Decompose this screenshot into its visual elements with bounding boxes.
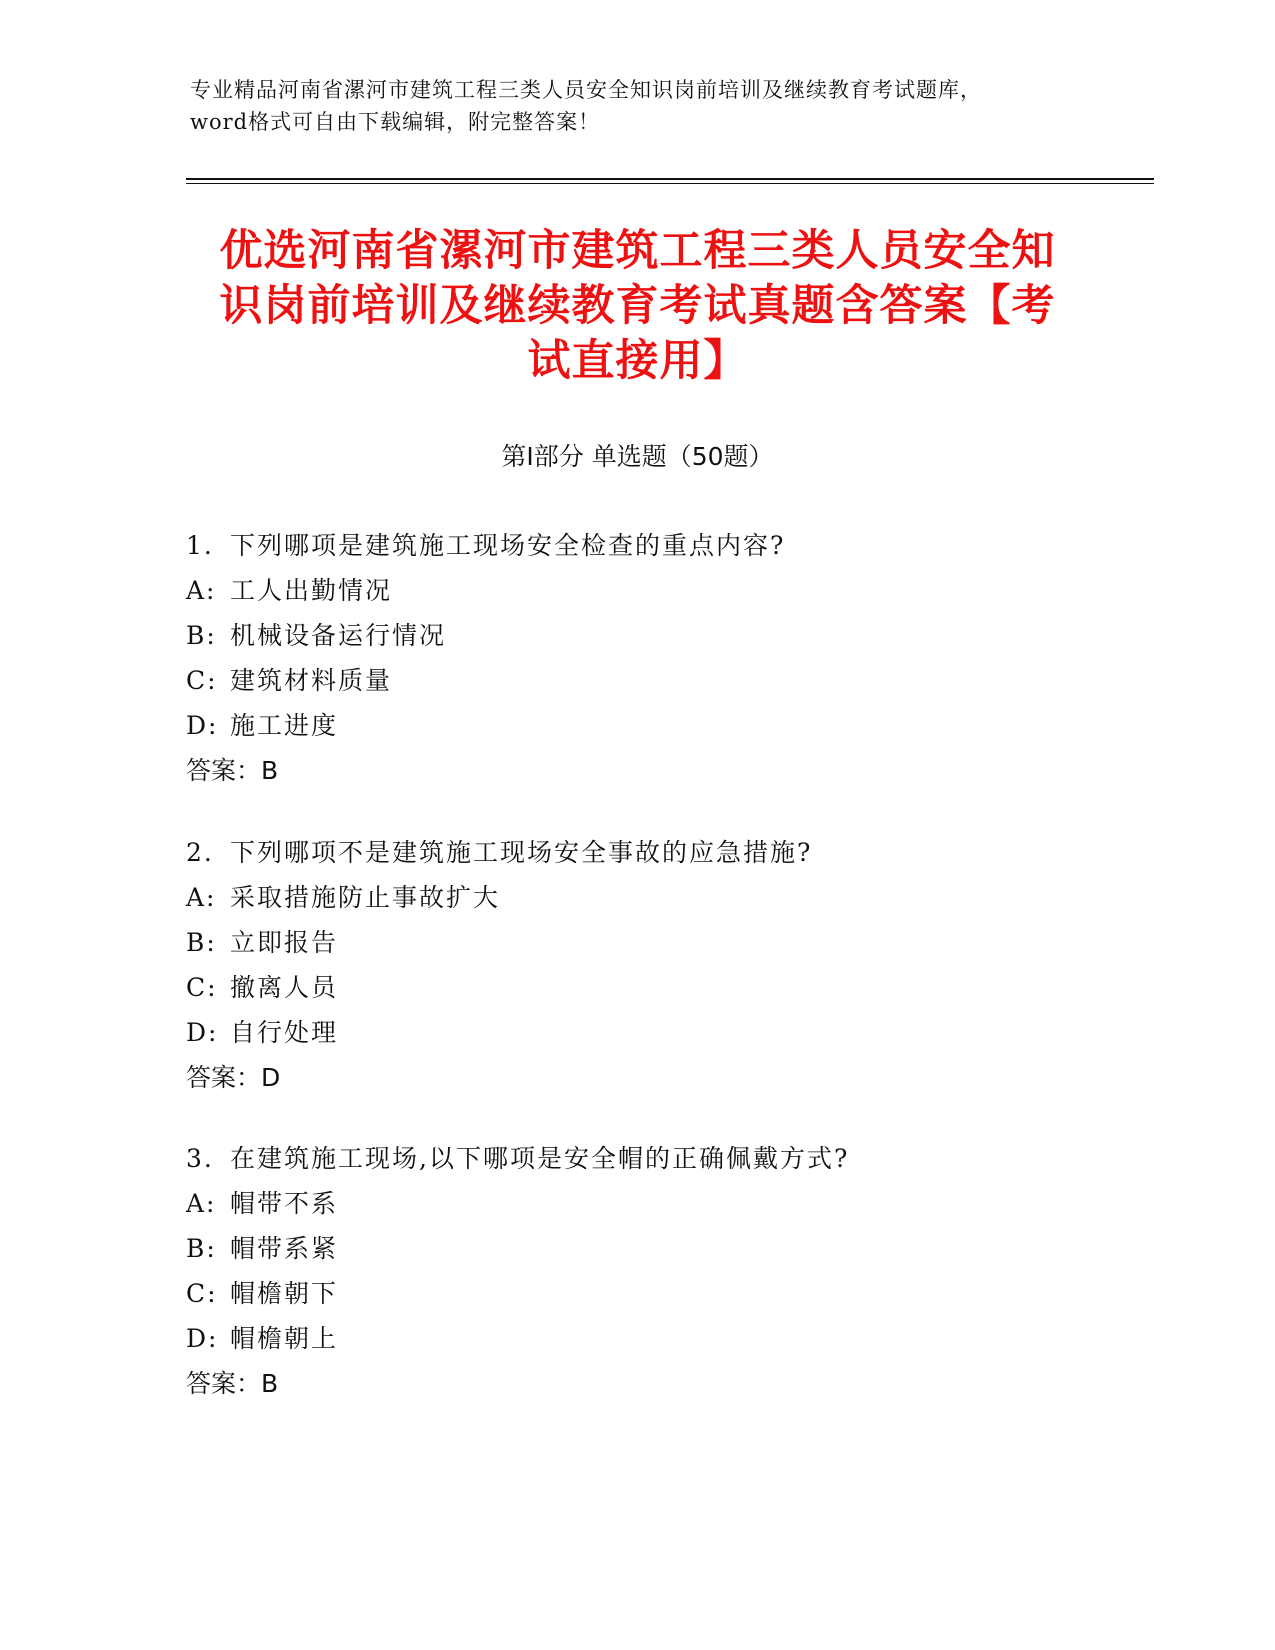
option-letter: D:: [186, 1324, 219, 1353]
option-text: 机械设备运行情况: [230, 621, 447, 650]
option-letter: D:: [186, 1018, 219, 1047]
option-letter: B:: [186, 1234, 217, 1263]
question-stem: 下列哪项不是建筑施工现场安全事故的应急措施?: [230, 838, 813, 867]
option-text: 帽檐朝下: [230, 1279, 339, 1308]
option-c: [186, 658, 1086, 703]
option-d: [186, 703, 1086, 748]
option-letter: B:: [186, 928, 217, 957]
option-text: 撤离人员: [230, 973, 339, 1002]
question-number: 2.: [186, 838, 214, 867]
answer-label: 答案：: [186, 1063, 262, 1092]
option-letter: A:: [186, 883, 217, 912]
option-text: 采取措施防止事故扩大: [230, 883, 501, 912]
answer-value: D: [261, 1063, 281, 1092]
answer-label: 答案：: [186, 756, 262, 785]
title-line-1: 优选河南省漯河市建筑工程三类人员安全知: [219, 226, 1056, 276]
question-text: [186, 523, 1086, 568]
option-text: 建筑材料质量: [230, 666, 393, 695]
header-line-2: word格式可自由下载编辑，附完整答案！: [190, 110, 601, 134]
option-b: [186, 920, 1086, 965]
answer-line: [186, 1361, 1086, 1406]
option-letter: A:: [186, 576, 217, 605]
page-header: [190, 74, 1090, 138]
question-stem: 下列哪项是建筑施工现场安全检查的重点内容?: [230, 531, 786, 560]
answer-value: B: [261, 1369, 279, 1398]
header-divider-thick: [186, 178, 1154, 180]
option-letter: C:: [186, 973, 218, 1002]
question-block: [186, 1136, 1086, 1406]
question-block: [186, 830, 1086, 1100]
option-d: [186, 1316, 1086, 1361]
option-text: 工人出勤情况: [230, 576, 393, 605]
option-text: 立即报告: [230, 928, 339, 957]
option-letter: B:: [186, 621, 217, 650]
document-title: [180, 224, 1095, 389]
answer-value: B: [261, 756, 279, 785]
option-letter: D:: [186, 711, 219, 740]
header-divider-thin: [186, 183, 1154, 184]
option-c: [186, 1271, 1086, 1316]
question-text: [186, 1136, 1086, 1181]
question-number: 1.: [186, 531, 214, 560]
question-stem: 在建筑施工现场,以下哪项是安全帽的正确佩戴方式?: [230, 1144, 850, 1173]
answer-line: [186, 1055, 1086, 1100]
option-b: [186, 613, 1086, 658]
section-title: 第Ⅰ部分 单选题（50题）: [501, 442, 774, 471]
question-text: [186, 830, 1086, 875]
option-text: 帽带不系: [230, 1189, 339, 1218]
title-line-2: 识岗前培训及继续教育考试真题含答案【考: [219, 281, 1056, 331]
option-letter: A:: [186, 1189, 217, 1218]
option-text: 帽带系紧: [230, 1234, 339, 1263]
question-block: [186, 523, 1086, 793]
question-number: 3.: [186, 1144, 214, 1173]
option-d: [186, 1010, 1086, 1055]
answer-line: [186, 748, 1086, 793]
option-letter: C:: [186, 1279, 218, 1308]
option-b: [186, 1226, 1086, 1271]
option-c: [186, 965, 1086, 1010]
option-a: [186, 1181, 1086, 1226]
option-text: 帽檐朝上: [230, 1324, 339, 1353]
option-a: [186, 568, 1086, 613]
answer-label: 答案：: [186, 1369, 262, 1398]
option-letter: C:: [186, 666, 218, 695]
option-a: [186, 875, 1086, 920]
option-text: 施工进度: [230, 711, 339, 740]
header-line-1: 专业精品河南省漯河市建筑工程三类人员安全知识岗前培训及继续教育考试题库，: [190, 78, 982, 102]
option-text: 自行处理: [230, 1018, 339, 1047]
title-line-3: 试直接用】: [527, 336, 748, 386]
